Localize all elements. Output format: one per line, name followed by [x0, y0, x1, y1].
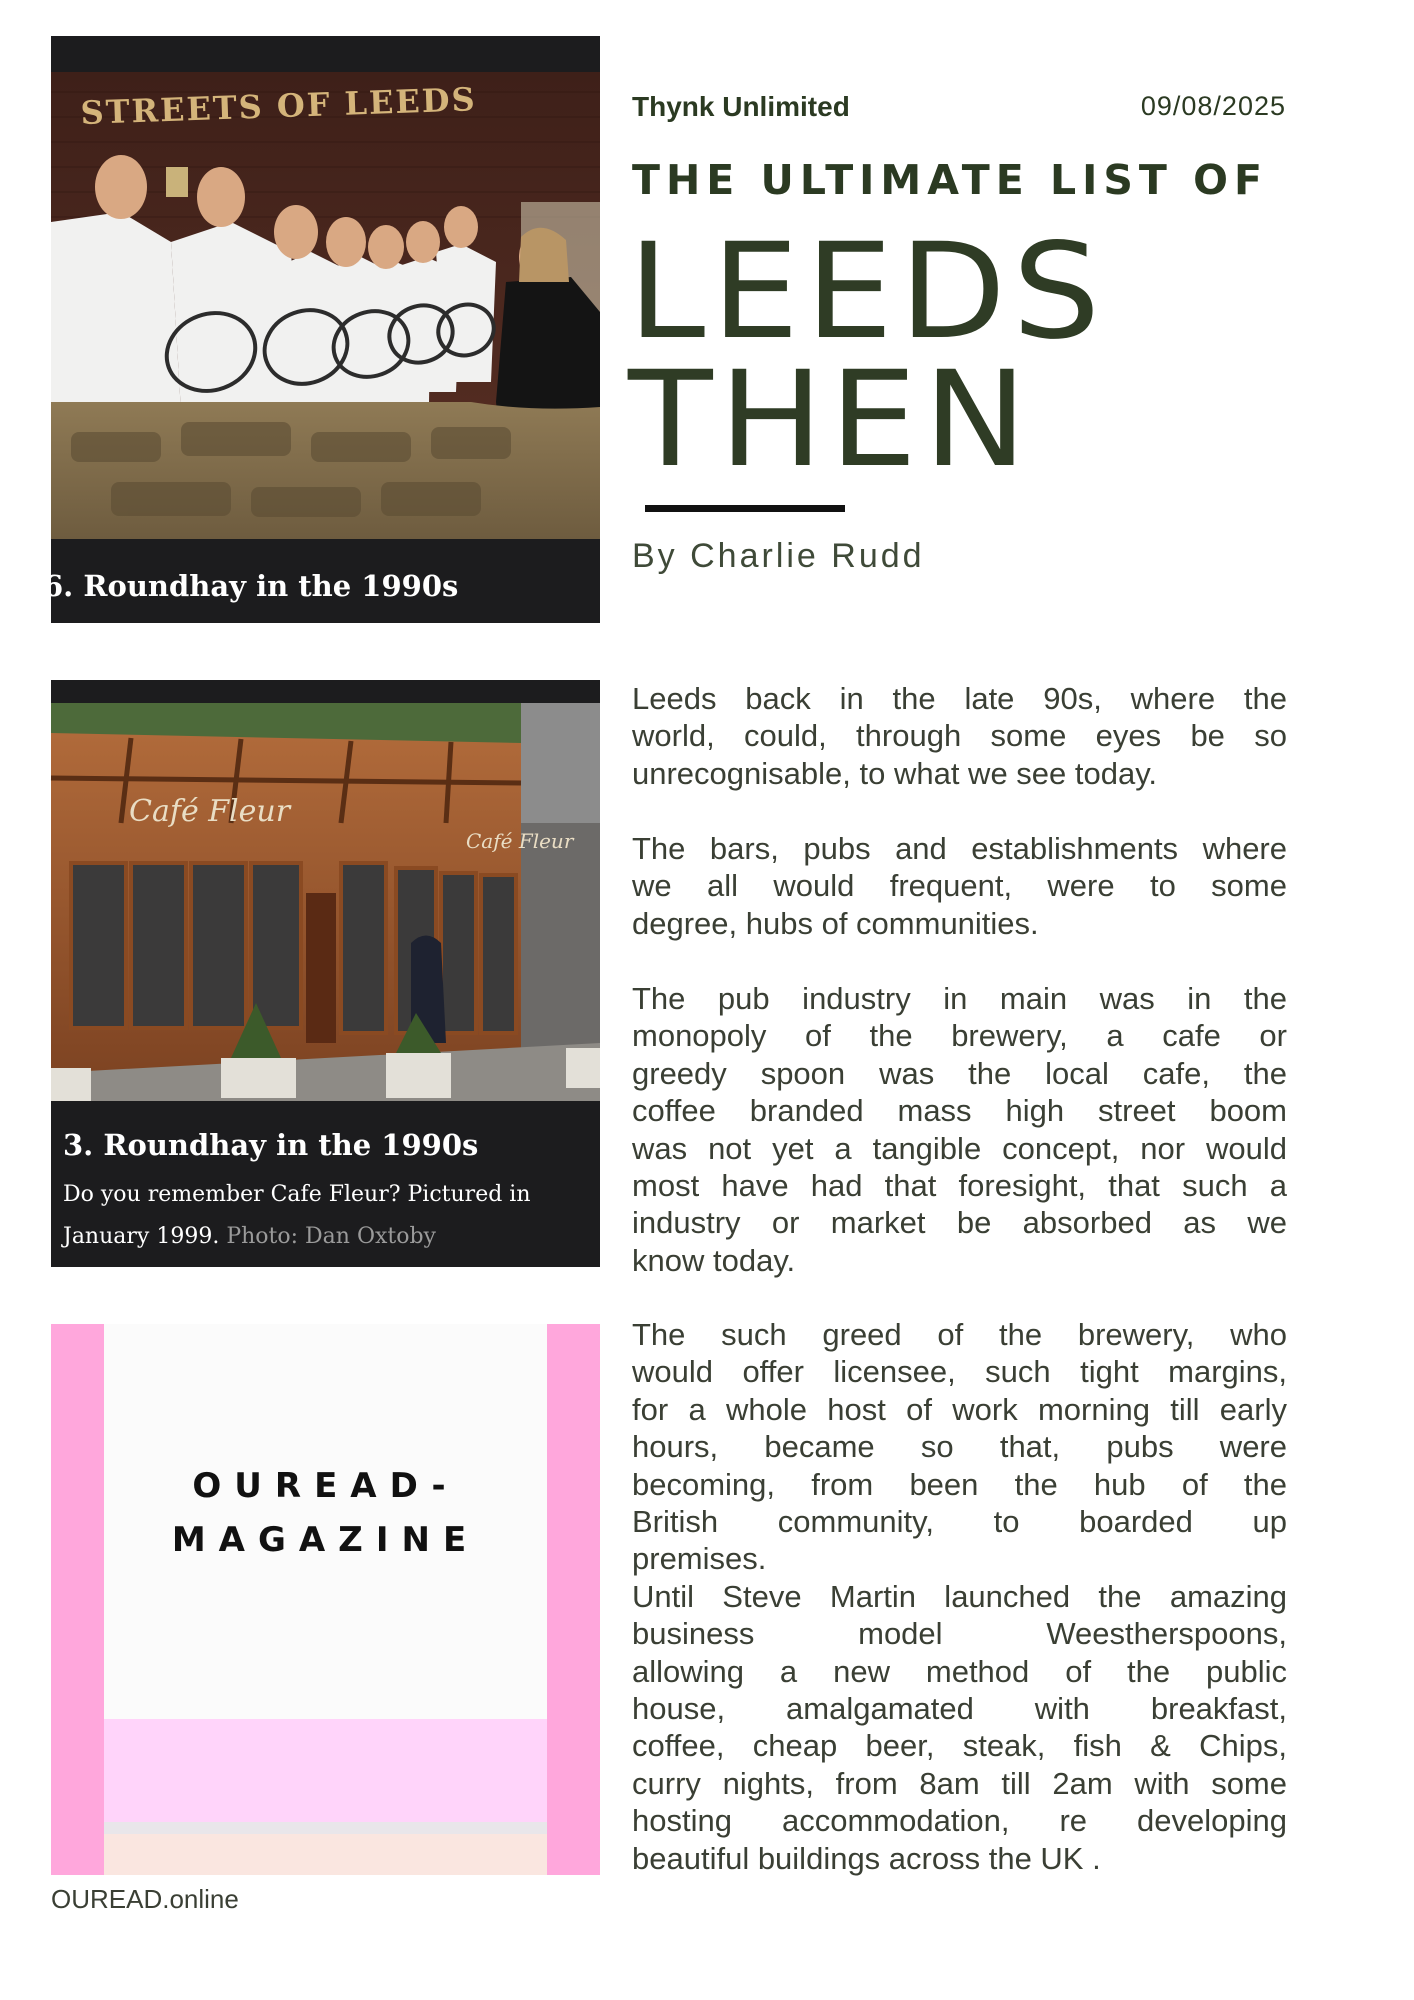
- paragraph-line: coffee branded mass high street boom: [632, 1093, 1287, 1129]
- cover-inner-panel: [104, 1324, 547, 1875]
- cover-caption: OUREAD.online: [51, 1884, 239, 1914]
- paragraph-3: [632, 980, 1287, 1279]
- headline-line2: THEN: [628, 343, 1034, 497]
- photo1-caption-title: 6. Roundhay in the 1990s: [43, 569, 459, 603]
- paragraph-1: [632, 680, 1287, 792]
- paragraph-line: was not yet a tangible concept, nor would: [632, 1130, 1287, 1166]
- photo1-caption-text: Streets of Leeds pub sponsored Roundhay: [43, 626, 516, 651]
- byline: By Charlie Rudd: [632, 537, 925, 575]
- headline-line1: LEEDS: [628, 215, 1107, 369]
- paragraph-line: most have had that foresight, that such a: [632, 1168, 1287, 1204]
- cover-pink-band: [104, 1719, 547, 1822]
- cover-grey-band: [104, 1822, 547, 1834]
- photo-tennis-team: [51, 72, 600, 539]
- paragraph-line: greedy spoon was the local cafe, the: [632, 1055, 1287, 1091]
- paragraph-line: degree, hubs of communities.: [632, 905, 1039, 941]
- paragraph-line: beautiful buildings across the UK .: [632, 1840, 1101, 1876]
- streets-of-leeds-sign: STREETS OF LEEDS: [79, 80, 478, 132]
- paragraph-line: industry or market be absorbed as we: [632, 1205, 1287, 1241]
- paragraph-line: British community, to boarded up: [632, 1504, 1287, 1540]
- cafe-fleur-image: [51, 703, 600, 1101]
- paragraph-line: allowing a new method of the public: [632, 1653, 1287, 1689]
- photo2-photo-credit: Photo: Dan Oxtoby: [226, 1224, 436, 1249]
- paragraph-line: would offer licensee, such tight margins,: [632, 1354, 1287, 1390]
- ouread-magazine-cover: [51, 1324, 600, 1875]
- paragraph-line: premises.: [632, 1541, 767, 1577]
- paragraph-line: world, could, through some eyes be so: [632, 718, 1287, 754]
- headline-divider: [645, 505, 845, 512]
- photo2-caption-title: 3. Roundhay in the 1990s: [63, 1128, 479, 1162]
- paragraph-line: hosting accommodation, re developing: [632, 1803, 1287, 1839]
- paragraph-line: hours, became so that, pubs were: [632, 1429, 1287, 1465]
- photo2-caption-line2: [63, 1216, 436, 1258]
- paragraph-line: The pub industry in main was in the: [632, 981, 1287, 1016]
- photo2-caption-line1: Do you remember Cafe Fleur? Pictured in: [63, 1182, 531, 1207]
- paragraph-line: monopoly of the brewery, a cafe or: [632, 1018, 1287, 1054]
- paragraph-2: [632, 830, 1287, 942]
- cafe-fleur-sign-right: Café Fleur: [466, 829, 574, 853]
- photo-cafe-fleur: [51, 703, 600, 1101]
- publisher-name: Thynk Unlimited: [632, 91, 850, 122]
- paragraph-line: we all would frequent, were to some: [632, 868, 1287, 904]
- paragraph-line: for a whole host of work morning till early: [632, 1391, 1287, 1427]
- paragraph-line: curry nights, from 8am till 2am with some: [632, 1765, 1287, 1801]
- publish-date: 09/08/2025: [1140, 91, 1286, 121]
- paragraph-line: Until Steve Martin launched the amazing: [632, 1578, 1287, 1614]
- paragraph-line: becoming, from been the hub of the: [632, 1466, 1287, 1502]
- headline-kicker: THE ULTIMATE LIST OF: [632, 156, 1269, 204]
- photo-card-roundhay-tennis: [43, 36, 600, 651]
- paragraph-line: The such greed of the brewery, who: [632, 1317, 1287, 1352]
- tennis-team-image: [51, 72, 600, 539]
- paragraph-line: coffee, cheap beer, steak, fish & Chips,: [632, 1728, 1287, 1764]
- cafe-fleur-sign-left: Café Fleur: [129, 794, 291, 829]
- photo2-caption-date: January 1999.: [63, 1224, 220, 1249]
- paragraph-line: Leeds back in the late 90s, where the: [632, 681, 1287, 716]
- paragraph-line: unrecognisable, to what we see today.: [632, 755, 1158, 791]
- cover-title-line1: OUREAD-: [192, 1466, 459, 1506]
- paragraph-line: The bars, pubs and establishments where: [632, 831, 1287, 866]
- cover-peach-band: [104, 1834, 547, 1875]
- photo-card-cafe-fleur: [51, 680, 600, 1267]
- paragraph-line: know today.: [632, 1242, 796, 1278]
- paragraph-line: house, amalgamated with breakfast,: [632, 1691, 1287, 1727]
- cover-title-line2: MAGAZINE: [171, 1520, 480, 1560]
- paragraph-line: business model Weestherspoons,: [632, 1616, 1287, 1652]
- paragraph-4: [632, 1316, 1287, 1877]
